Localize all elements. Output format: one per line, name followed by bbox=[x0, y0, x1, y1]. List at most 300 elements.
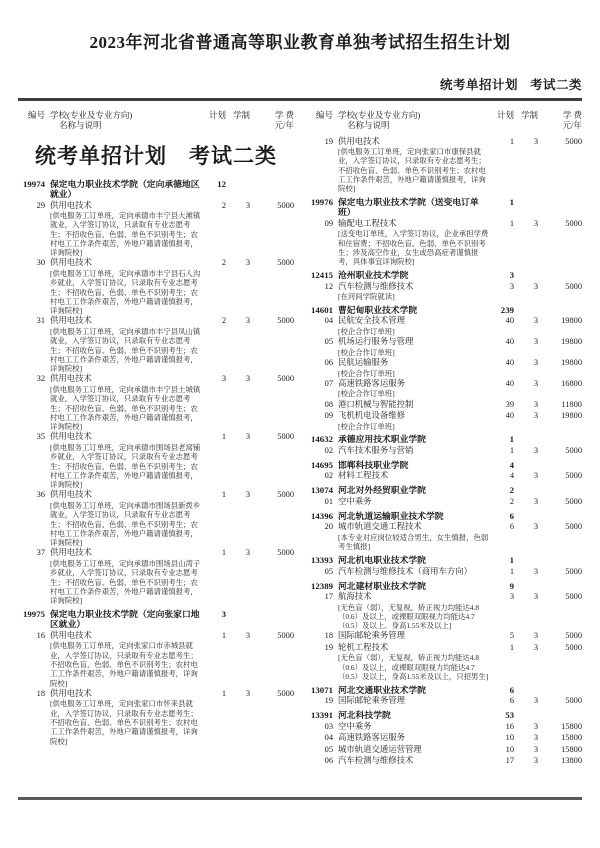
study-years: 3 bbox=[245, 432, 250, 442]
major-row bbox=[306, 411, 582, 431]
major-number: 35 bbox=[36, 432, 45, 442]
school-code: 19975 bbox=[23, 608, 45, 619]
entry-name-cell bbox=[50, 374, 202, 431]
plan-count: 4 bbox=[509, 471, 514, 481]
entry-name-cell bbox=[338, 379, 490, 399]
major-number: 19 bbox=[324, 696, 333, 706]
plan-count: 2 bbox=[221, 258, 226, 268]
major-number: 09 bbox=[324, 218, 333, 228]
entry-name-cell bbox=[338, 434, 490, 445]
major-name: 供用电技术 bbox=[50, 200, 92, 210]
major-name: 汽车检测与维修技术 bbox=[338, 281, 414, 291]
school-code: 13071 bbox=[311, 684, 333, 695]
plan-count: 2 bbox=[221, 200, 226, 210]
plan-count: 39 bbox=[505, 399, 514, 409]
entry-note: [供电服务工订单班，定向张家口市康保县就业，入学签订协议，只录取有专业志愿考生；不招收色盲、色弱、单色不识别考生；农村电工工作条件艰苦，外地户籍请谨慎报考，详询院校] bbox=[338, 147, 486, 194]
entry-note: [无色盲（弱），无复视，矫正视力均能达4.8（0.6）及以上，或裸眼双眼视力均能达4.7（0.5）及以上，身高1.55米及以上，只招男生] bbox=[338, 653, 489, 682]
major-row bbox=[306, 733, 582, 744]
plan-header: 计划 bbox=[208, 109, 226, 120]
left-column bbox=[18, 136, 294, 767]
school-code: 13074 bbox=[311, 485, 333, 496]
entry-name-cell bbox=[338, 756, 490, 767]
section-heading: 统考单招计划 考试二类 bbox=[35, 143, 277, 168]
tuition-fee: 5000 bbox=[565, 496, 582, 506]
study-years: 3 bbox=[533, 218, 538, 228]
page-title: 2023年河北省普通高等职业教育单独考试招生招生计划 bbox=[89, 33, 511, 52]
entry-name-cell bbox=[338, 485, 490, 496]
study-years: 3 bbox=[245, 258, 250, 268]
study-years: 3 bbox=[245, 200, 250, 210]
plan-count: 1 bbox=[509, 218, 514, 228]
num-header: 编号 bbox=[27, 109, 45, 120]
entry-note: [供电服务工订单班，定向承德市丰宁县凤山镇就业，入学签订协议，只录取有专业志愿考生；不招收色盲、色弱、单色不识别考生；农村电工工作条件艰苦，外地户籍请谨慎报考，详询院校] bbox=[50, 326, 201, 374]
plan-count: 40 bbox=[505, 378, 514, 388]
major-name: 供用电技术 bbox=[50, 688, 92, 698]
study-years: 3 bbox=[533, 399, 538, 409]
school-row bbox=[306, 555, 582, 566]
major-number: 03 bbox=[324, 721, 333, 731]
school-name: 河北轨道运输职业技术学院 bbox=[338, 510, 444, 521]
major-row bbox=[18, 316, 294, 373]
tuition-fee: 5000 bbox=[277, 548, 294, 558]
entry-name-cell bbox=[338, 400, 490, 411]
major-name: 港口机械与智能控制 bbox=[338, 399, 414, 409]
entry-name-cell bbox=[338, 337, 490, 357]
tuition-fee: 5000 bbox=[565, 522, 582, 532]
school-code: 19976 bbox=[311, 196, 333, 207]
footer-rule bbox=[18, 797, 582, 800]
entry-name-cell bbox=[338, 592, 490, 630]
tuition-fee: 19800 bbox=[561, 337, 582, 347]
major-row bbox=[306, 592, 582, 630]
major-number: 37 bbox=[36, 548, 45, 558]
plan-count: 1 bbox=[509, 642, 514, 652]
major-name: 国际邮轮乘务管理 bbox=[338, 631, 405, 641]
tuition-fee: 11800 bbox=[561, 399, 582, 409]
major-row bbox=[306, 446, 582, 457]
major-number: 02 bbox=[324, 445, 333, 455]
tuition-fee: 16800 bbox=[561, 378, 582, 388]
study-years: 3 bbox=[533, 316, 538, 326]
school-row bbox=[18, 609, 294, 630]
major-row bbox=[18, 490, 294, 547]
major-name: 高速铁路客运服务 bbox=[338, 733, 405, 743]
study-years: 3 bbox=[245, 548, 250, 558]
entry-name-cell bbox=[338, 555, 490, 566]
major-number: 06 bbox=[324, 358, 333, 368]
entry-note: [供电服务工订单班，定向承德市丰宁县石人沟乡就业，入学签订协议，只录取有专业志愿考生；不招收色盲、色弱、单色不识别考生；农村电工工作条件艰苦，外地户籍请谨慎报考，详询院校] bbox=[50, 268, 201, 316]
major-row bbox=[306, 400, 582, 411]
study-years: 3 bbox=[533, 445, 538, 455]
major-name: 空中乘务 bbox=[338, 496, 372, 506]
major-number: 12 bbox=[324, 281, 333, 291]
fee-header-line1: 学 费 bbox=[274, 109, 294, 120]
major-number: 16 bbox=[36, 630, 45, 640]
entry-note: [无色盲（弱），无复视，矫正视力均能达4.8（0.6）及以上，或裸眼双眼视力均能达4.7（0.5）及以上。身高1.55米及以上] bbox=[338, 602, 480, 631]
study-years: 3 bbox=[533, 756, 538, 766]
entry-name-cell bbox=[338, 710, 490, 721]
major-number: 04 bbox=[324, 733, 333, 743]
tuition-fee: 5000 bbox=[565, 218, 582, 228]
major-number: 05 bbox=[324, 337, 333, 347]
plan-count: 1 bbox=[509, 196, 514, 207]
tuition-fee: 5000 bbox=[565, 281, 582, 291]
tuition-fee: 15800 bbox=[561, 721, 582, 731]
entry-note: [供电服务工订单班，定向张家口市怀来县就业，入学签订协议，只录取有专业志愿考生；不招收色盲、色弱、单色不识别考生；农村电工工作条件艰苦，外地户籍请谨慎报考，详询院校] bbox=[50, 699, 198, 746]
entry-name-cell bbox=[338, 460, 490, 471]
entry-name-cell bbox=[338, 722, 490, 733]
major-number: 02 bbox=[324, 471, 333, 481]
plan-count: 1 bbox=[509, 566, 514, 576]
plan-count: 40 bbox=[505, 316, 514, 326]
plan-count: 1 bbox=[221, 630, 226, 640]
entry-note: [供电服务工订单班，定向承德市丰宁县土城镇就业，入学签订协议，只录取有专业志愿考生；不招收色盲、色弱、单色不识别考生；农村电工工作条件艰苦，外地户籍请谨慎报考，详询院校] bbox=[50, 384, 201, 432]
major-name: 汽车技术服务与营销 bbox=[338, 445, 414, 455]
entry-name-cell bbox=[50, 179, 202, 200]
tuition-fee: 5000 bbox=[277, 200, 294, 210]
major-row bbox=[18, 631, 294, 688]
school-header-line1: 学校(专业及专业方向) bbox=[50, 109, 133, 120]
left-column-header bbox=[18, 105, 294, 136]
major-name: 空中乘务 bbox=[338, 721, 372, 731]
major-number: 19 bbox=[324, 642, 333, 652]
tuition-fee: 15800 bbox=[561, 744, 582, 754]
study-years: 3 bbox=[533, 631, 538, 641]
plan-count: 53 bbox=[505, 710, 514, 721]
entry-note: [校企合作订单班] bbox=[338, 347, 395, 357]
major-name: 输配电工程技术 bbox=[338, 218, 397, 228]
plan-count: 6 bbox=[509, 696, 514, 706]
study-years: 3 bbox=[533, 496, 538, 506]
major-number: 01 bbox=[324, 496, 333, 506]
school-code: 14601 bbox=[311, 304, 333, 315]
school-name: 河北科技学院 bbox=[338, 710, 391, 721]
school-row bbox=[306, 197, 582, 218]
school-header-line2: 名称与说明 bbox=[347, 119, 390, 130]
entry-name-cell bbox=[50, 631, 202, 688]
tuition-fee: 5000 bbox=[565, 445, 582, 455]
tuition-fee: 5000 bbox=[277, 630, 294, 640]
school-code: 12389 bbox=[311, 580, 333, 591]
major-number: 09 bbox=[324, 411, 333, 421]
plan-count: 3 bbox=[221, 374, 226, 384]
entry-name-cell bbox=[338, 305, 490, 316]
study-years: 3 bbox=[533, 337, 538, 347]
entry-name-cell bbox=[338, 358, 490, 378]
plan-count: 2 bbox=[221, 316, 226, 326]
plan-count: 16 bbox=[505, 721, 514, 731]
plan-count: 2 bbox=[509, 496, 514, 506]
major-row bbox=[306, 631, 582, 642]
major-name: 供用电技术 bbox=[50, 490, 92, 500]
school-name: 邯郸科技职业学院 bbox=[338, 459, 409, 470]
school-name: 承德应用技术职业学院 bbox=[338, 434, 426, 445]
entry-note: [供电服务工订单班，定向承德市围场县新拨乡就业，入学签订协议，只录取有专业志愿考生；不招收色盲、色弱、单色不识别考生；农村电工工作条件艰苦，外地户籍请谨慎报考，详询院校] bbox=[50, 500, 201, 548]
major-name: 供用电技术 bbox=[50, 548, 92, 558]
entry-note: [供电服务工订单班，定向张家口市赤城县就业，入学签订协议，只录取有专业志愿考生；不招收色盲、色弱、单色不识别考生；农村电工工作条件艰苦，外地户籍请谨慎报考，详询院校] bbox=[50, 641, 198, 688]
plan-exam-type-line bbox=[18, 75, 582, 93]
major-name: 汽车检测与维修技术 bbox=[338, 756, 414, 766]
study-years: 3 bbox=[245, 630, 250, 640]
entry-name-cell bbox=[338, 581, 490, 592]
major-name: 供用电技术 bbox=[50, 630, 92, 640]
major-row bbox=[18, 432, 294, 489]
plan-header: 计划 bbox=[496, 109, 514, 120]
plan-count: 2 bbox=[509, 485, 514, 496]
plan-count: 1 bbox=[221, 432, 226, 442]
tuition-fee: 5000 bbox=[277, 374, 294, 384]
plan-count: 40 bbox=[505, 337, 514, 347]
tuition-fee: 19800 bbox=[561, 316, 582, 326]
entry-note: [供电服务工订单班，定向承德市围场县山湾子乡就业，入学签订协议，只录取有专业志愿考生；不招收色盲、色弱、单色不识别考生；农村电工工作条件艰苦，外地户籍请谨慎报考，详询院校] bbox=[50, 558, 201, 606]
plan-count: 10 bbox=[505, 744, 514, 754]
plan-count: 6 bbox=[509, 522, 514, 532]
school-name: 河北机电职业技术学院 bbox=[338, 555, 426, 566]
major-row bbox=[306, 358, 582, 378]
tuition-fee: 5000 bbox=[565, 592, 582, 602]
plan-count: 3 bbox=[509, 281, 514, 291]
study-years: 3 bbox=[533, 136, 538, 146]
major-number: 19 bbox=[324, 136, 333, 146]
tuition-fee: 15800 bbox=[561, 733, 582, 743]
plan-count: 40 bbox=[505, 358, 514, 368]
major-row bbox=[18, 258, 294, 315]
school-header-line1: 学校(专业及专业方向) bbox=[338, 109, 421, 120]
major-name: 城市轨道交通运营管理 bbox=[338, 744, 422, 754]
major-row bbox=[306, 643, 582, 681]
major-number: 07 bbox=[324, 378, 333, 388]
study-years: 3 bbox=[533, 566, 538, 576]
major-number: 17 bbox=[324, 592, 333, 602]
tuition-fee: 13800 bbox=[561, 756, 582, 766]
major-name: 供用电技术 bbox=[338, 136, 380, 146]
major-row bbox=[306, 567, 582, 578]
major-name: 高速铁路客运服务 bbox=[338, 378, 405, 388]
entry-name-cell bbox=[338, 522, 490, 551]
fee-header bbox=[250, 110, 294, 130]
school-code: 12415 bbox=[311, 270, 333, 281]
major-name: 供用电技术 bbox=[50, 432, 92, 442]
entry-note: [供电服务工订单班，定向承德市丰宁县大滩镇就业，入学签订协议，只录取有专业志愿考生；不招收色盲、色弱、单色不识别考生；农村电工工作条件艰苦，外地户籍请谨慎报考，详询院校] bbox=[50, 211, 201, 258]
entry-name-cell bbox=[338, 446, 490, 457]
major-name: 国际邮轮乘务管理 bbox=[338, 696, 405, 706]
major-number: 08 bbox=[324, 399, 333, 409]
study-years: 3 bbox=[533, 411, 538, 421]
school-row bbox=[306, 305, 582, 316]
major-number: 31 bbox=[36, 316, 45, 326]
major-row bbox=[306, 471, 582, 482]
major-row bbox=[306, 745, 582, 756]
entry-name-cell bbox=[338, 696, 490, 707]
major-number: 05 bbox=[324, 566, 333, 576]
entry-name-cell bbox=[50, 258, 202, 315]
major-name: 供用电技术 bbox=[50, 374, 92, 384]
entry-note: [在河间学院就读] bbox=[338, 292, 395, 302]
major-number: 18 bbox=[324, 631, 333, 641]
school-code: 13391 bbox=[311, 710, 333, 721]
study-years: 3 bbox=[533, 378, 538, 388]
entry-name-cell bbox=[50, 432, 202, 489]
entry-note: [校企合作订单班] bbox=[338, 368, 395, 378]
fee-header-line2: 元/年 bbox=[562, 119, 582, 130]
school-name: 保定电力职业技术学院（定向承德地区就业） bbox=[50, 178, 200, 199]
tuition-fee: 5000 bbox=[277, 258, 294, 268]
entry-note: [校企合作订单班] bbox=[338, 421, 395, 431]
plan-count: 9 bbox=[509, 580, 514, 591]
school-row bbox=[306, 685, 582, 696]
school-row bbox=[306, 270, 582, 281]
major-row bbox=[18, 689, 294, 746]
header-rule bbox=[18, 98, 582, 101]
study-years: 3 bbox=[245, 688, 250, 698]
plan-count: 1 bbox=[509, 434, 514, 445]
study-years: 3 bbox=[533, 471, 538, 481]
major-row bbox=[306, 316, 582, 336]
study-years: 3 bbox=[533, 522, 538, 532]
entry-name-cell bbox=[338, 316, 490, 336]
entry-name-cell bbox=[338, 497, 490, 508]
school-name: 保定电力职业技术学院（送变电订单班） bbox=[338, 196, 479, 218]
major-number: 36 bbox=[36, 490, 45, 500]
entry-name-cell bbox=[338, 685, 490, 696]
study-years: 3 bbox=[533, 721, 538, 731]
school-name: 保定电力职业技术学院（定向张家口地区就业） bbox=[50, 608, 200, 630]
major-row bbox=[306, 219, 582, 267]
major-row bbox=[306, 497, 582, 508]
major-row bbox=[306, 696, 582, 707]
major-row bbox=[18, 201, 294, 258]
major-number: 04 bbox=[324, 316, 333, 326]
plan-count: 1 bbox=[221, 490, 226, 500]
entry-note: [校企合作订单班] bbox=[338, 326, 395, 336]
tuition-fee: 5000 bbox=[565, 642, 582, 652]
fee-header-line1: 学 费 bbox=[562, 109, 582, 120]
school-name: 沧州职业技术学院 bbox=[338, 270, 409, 281]
tuition-fee: 5000 bbox=[277, 688, 294, 698]
major-number: 29 bbox=[36, 200, 45, 210]
school-row bbox=[306, 434, 582, 445]
plan-count: 3 bbox=[221, 608, 226, 619]
plan-count: 5 bbox=[509, 631, 514, 641]
plan-count: 4 bbox=[509, 459, 514, 470]
major-name: 航海技术 bbox=[338, 592, 372, 602]
plan-count: 12 bbox=[217, 178, 226, 189]
plan-count: 40 bbox=[505, 411, 514, 421]
major-row bbox=[306, 137, 582, 194]
study-years: 3 bbox=[245, 374, 250, 384]
school-row bbox=[306, 485, 582, 496]
major-row bbox=[18, 374, 294, 431]
entry-name-cell bbox=[338, 270, 490, 281]
study-years: 3 bbox=[245, 490, 250, 500]
plan-count: 1 bbox=[509, 136, 514, 146]
major-name: 民航运输服务 bbox=[338, 358, 389, 368]
plan-count: 1 bbox=[509, 445, 514, 455]
entry-name-cell bbox=[338, 567, 490, 578]
entry-name-cell bbox=[338, 511, 490, 522]
school-row bbox=[18, 179, 294, 200]
num-header: 编号 bbox=[315, 109, 333, 120]
study-years: 3 bbox=[533, 744, 538, 754]
plan-count: 1 bbox=[509, 555, 514, 566]
major-name: 轮机工程技术 bbox=[338, 642, 389, 652]
entry-name-cell bbox=[338, 631, 490, 642]
study-years: 3 bbox=[533, 281, 538, 291]
tuition-fee: 5000 bbox=[277, 432, 294, 442]
entry-name-cell bbox=[338, 219, 490, 267]
major-row bbox=[306, 379, 582, 399]
years-header: 学制 bbox=[520, 109, 538, 120]
tuition-fee: 19800 bbox=[561, 411, 582, 421]
school-name: 河北交通职业技术学院 bbox=[338, 684, 426, 695]
plan-count: 6 bbox=[509, 510, 514, 521]
study-years: 3 bbox=[533, 733, 538, 743]
entry-name-cell bbox=[338, 733, 490, 744]
entry-name-cell bbox=[50, 548, 202, 605]
plan-count: 1 bbox=[221, 688, 226, 698]
entry-name-cell bbox=[50, 201, 202, 258]
major-number: 30 bbox=[36, 258, 45, 268]
table-body bbox=[18, 136, 582, 767]
tuition-fee: 5000 bbox=[565, 471, 582, 481]
major-row bbox=[306, 337, 582, 357]
major-number: 05 bbox=[324, 744, 333, 754]
plan-type-label: 统考单招计划 bbox=[439, 78, 518, 92]
plan-count: 239 bbox=[500, 304, 514, 315]
fee-header bbox=[538, 110, 582, 130]
major-name: 供用电技术 bbox=[50, 258, 92, 268]
entry-note: [供电服务工订单班，定向承德市围场县老窝铺乡就业，入学签订协议，只录取有专业志愿考生；不招收色盲、色弱、单色不识别考生；农村电工工作条件艰苦，外地户籍请谨慎报考，详询院校] bbox=[50, 442, 201, 490]
major-number: 18 bbox=[36, 688, 45, 698]
major-name: 城市轨道交通工程技术 bbox=[338, 522, 422, 532]
major-row bbox=[18, 548, 294, 605]
entry-name-cell bbox=[50, 490, 202, 547]
tuition-fee: 5000 bbox=[277, 490, 294, 500]
right-column-header bbox=[306, 105, 582, 136]
plan-count: 3 bbox=[509, 592, 514, 602]
plan-count: 1 bbox=[221, 548, 226, 558]
study-years: 3 bbox=[245, 316, 250, 326]
study-years: 3 bbox=[533, 642, 538, 652]
tuition-fee: 5000 bbox=[565, 566, 582, 576]
table-header-row bbox=[18, 105, 582, 136]
plan-count: 6 bbox=[509, 684, 514, 695]
entry-note: [送变电订单班，入学签订协议，企业承担学费和住宿费；不招收色盲、色弱、单色不识别考生；涉及高空作业，女生或恐高症者谨慎报考，具体事宜详询院校] bbox=[338, 229, 489, 267]
entry-name-cell bbox=[338, 643, 490, 681]
school-name: 曹妃甸职业技术学院 bbox=[338, 304, 418, 315]
major-row bbox=[306, 282, 582, 302]
school-header bbox=[50, 110, 202, 130]
exam-type-label: 考试二类 bbox=[529, 78, 582, 92]
plan-count: 17 bbox=[505, 756, 514, 766]
entry-name-cell bbox=[50, 609, 202, 630]
entry-name-cell bbox=[338, 282, 490, 302]
study-years: 3 bbox=[533, 358, 538, 368]
school-code: 19974 bbox=[23, 178, 45, 189]
school-row bbox=[306, 581, 582, 592]
major-row bbox=[306, 522, 582, 551]
entry-name-cell bbox=[338, 411, 490, 431]
school-header-line2: 名称与说明 bbox=[59, 119, 102, 130]
entry-name-cell bbox=[338, 471, 490, 482]
entry-note: [本专业对应岗位较适合男生，女生慎报，色弱考生慎报] bbox=[338, 532, 489, 552]
tuition-fee: 5000 bbox=[565, 696, 582, 706]
major-name: 供用电技术 bbox=[50, 316, 92, 326]
entry-name-cell bbox=[338, 197, 490, 218]
major-name: 材料工程技术 bbox=[338, 471, 389, 481]
fee-header-line2: 元/年 bbox=[274, 119, 294, 130]
entry-name-cell bbox=[50, 316, 202, 373]
